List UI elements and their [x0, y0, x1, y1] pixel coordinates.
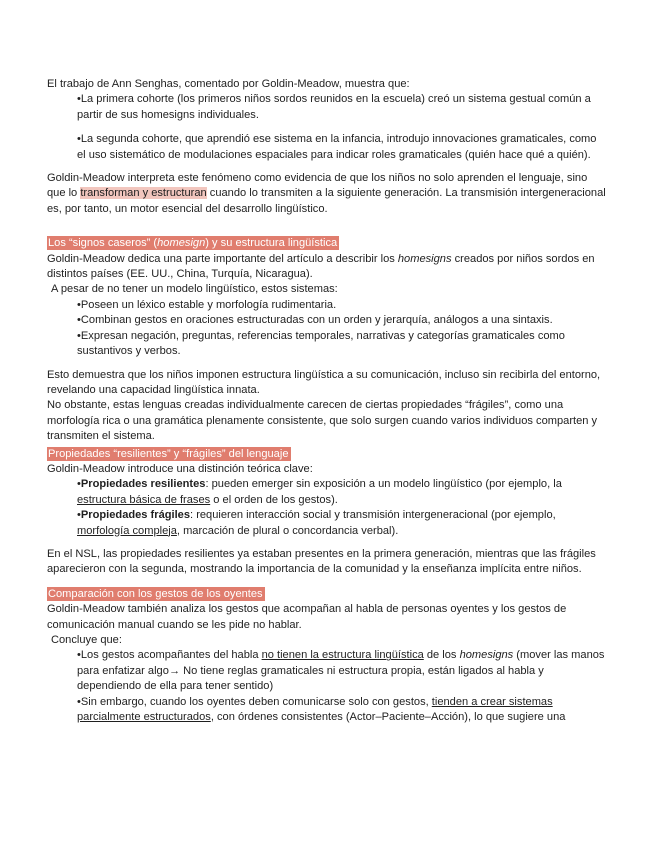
- heading-text-a: Los “signos caseros” (: [48, 237, 158, 250]
- paragraph-text-a: Goldin-Meadow dedica una parte importante del artículo a describir los: [47, 252, 398, 265]
- italic-term: homesigns: [459, 649, 514, 662]
- document-body: [47, 77, 607, 725]
- bullet-text-b: de los: [423, 649, 460, 662]
- section-heading-homesign: [47, 236, 339, 250]
- intro-bullet-1: •La primera cohorte (los primeros niños sordos reunidos en la escuela) creó un sistema gestual común a partir de sus homesigns individuales.: [77, 93, 591, 121]
- bullet-mark: •: [77, 509, 81, 522]
- heading-text-b: ) y su estructura lingüística: [205, 237, 338, 250]
- italic-term: homesigns: [397, 252, 452, 265]
- bullet-text-a: : requieren interacción social y transmisión intergeneracional (por ejemplo,: [190, 509, 556, 522]
- bullet-text-b: , con órdenes consistentes (Actor–Paciente–Acción), lo que sugiere una: [210, 711, 566, 724]
- nsl-paragraph: En el NSL, las propiedades resilientes ya estaban presentes en la primera generación, mientras que las frágiles aparecieron con la segunda, mostrando la importancia de la comunidad y la enseñanza implícita entre niños.: [47, 547, 596, 576]
- section-heading-properties: Propiedades “resilientes” y “frágiles” del lenguaje: [48, 447, 289, 460]
- paragraph-text-b: creados por niños sordos en distintos países (EE. UU., China, Turquía, Nicaragua).: [47, 252, 595, 281]
- homesign-conclusion-1: Esto demuestra que los niños imponen estructura lingüística a su comunicación, incluso sin recibirla del entorno, revelando una capacidad lingüística innata.: [47, 368, 601, 396]
- properties-bullet-fragile: [47, 508, 607, 539]
- gestures-bullet-2: [47, 695, 607, 726]
- gestures-lead: Concluye que:: [51, 634, 122, 646]
- gestures-bullet-1: [47, 648, 607, 694]
- interpretation-text-b: cuando lo transmiten a la siguiente generación. La transmisión intergeneracional es, por tanto, un motor esencial del desarrollo lingüístico.: [47, 187, 606, 215]
- section-heading-gestures: Comparación con los gestos de los oyentes: [48, 587, 263, 600]
- homesign-paragraph: [47, 252, 607, 283]
- homesign-conclusion-2: No obstante, estas lenguas creadas individualmente carecen de ciertas propiedades “frágiles”, como una morfología rica o una gramática plenamente consistente, que solo surgen cuando varios individuos comparten y transmiten el sistema.: [47, 399, 598, 443]
- intro-paragraph: El trabajo de Ann Senghas, comentado por Goldin-Meadow, muestra que:: [47, 78, 410, 90]
- properties-lead: Goldin-Meadow introduce una distinción teórica clave:: [47, 462, 313, 475]
- bullet-mark: •: [77, 478, 81, 491]
- intro-bullet-2: •La segunda cohorte, que aprendió ese sistema en la infancia, introdujo innovaciones gramaticales, como el uso sistemático de modulaciones espaciales para indicar roles gramaticales (quién hace qué a quién).: [77, 133, 597, 161]
- highlighted-phrase: transforman y estructuran: [80, 187, 207, 200]
- bold-term: Propiedades resilientes: [80, 478, 206, 491]
- homesign-bullet-1: •Poseen un léxico estable y morfología rudimentaria.: [77, 298, 337, 311]
- bullet-text-a: : pueden emerger sin exposición a un modelo lingüístico (por ejemplo, la: [205, 478, 562, 491]
- properties-bullet-resilient: [47, 477, 607, 508]
- underlined-phrase: tienden a crear sistemas parcialmente estructurados: [77, 695, 553, 724]
- underlined-phrase: morfología compleja: [77, 524, 177, 537]
- bullet-text-a: •Los gestos acompañantes del habla: [77, 649, 262, 662]
- interpretation-paragraph: [47, 171, 607, 217]
- interpretation-text-a: Goldin-Meadow interpreta este fenómeno como evidencia de que los niños no solo aprenden el lenguaje, sino que lo: [47, 172, 588, 200]
- heading-italic-term: homesign: [157, 237, 206, 250]
- homesign-lead: A pesar de no tener un modelo lingüístico, estos sistemas:: [51, 283, 338, 296]
- homesign-bullet-3: •Expresan negación, preguntas, referencias temporales, narrativas y categorías gramaticales como sustantivos y verbos.: [77, 329, 565, 358]
- bullet-text-b: , marcación de plural o concordancia verbal).: [176, 524, 399, 537]
- bold-term: Propiedades frágiles: [80, 509, 191, 522]
- bullet-text-a: •Sin embargo, cuando los oyentes deben comunicarse solo con gestos,: [77, 695, 432, 708]
- homesign-bullet-2: •Combinan gestos en oraciones estructuradas con un orden y jerarquía, análogos a una sintaxis.: [77, 314, 553, 327]
- underlined-phrase: estructura básica de frases: [77, 493, 211, 506]
- bullet-text-b: o el orden de los gestos).: [210, 493, 338, 506]
- bullet-text-c: (mover las manos para enfatizar algo→ No tiene reglas gramaticales ni estructura propia, están ligados al habla y dependiendo de ella para tener sentido): [77, 649, 605, 693]
- underlined-phrase: no tienen la estructura lingüística: [261, 649, 424, 662]
- gestures-paragraph: Goldin-Meadow también analiza los gestos que acompañan al habla de personas oyentes y los gestos de comunicación manual cuando se les pide no hablar.: [47, 603, 567, 631]
